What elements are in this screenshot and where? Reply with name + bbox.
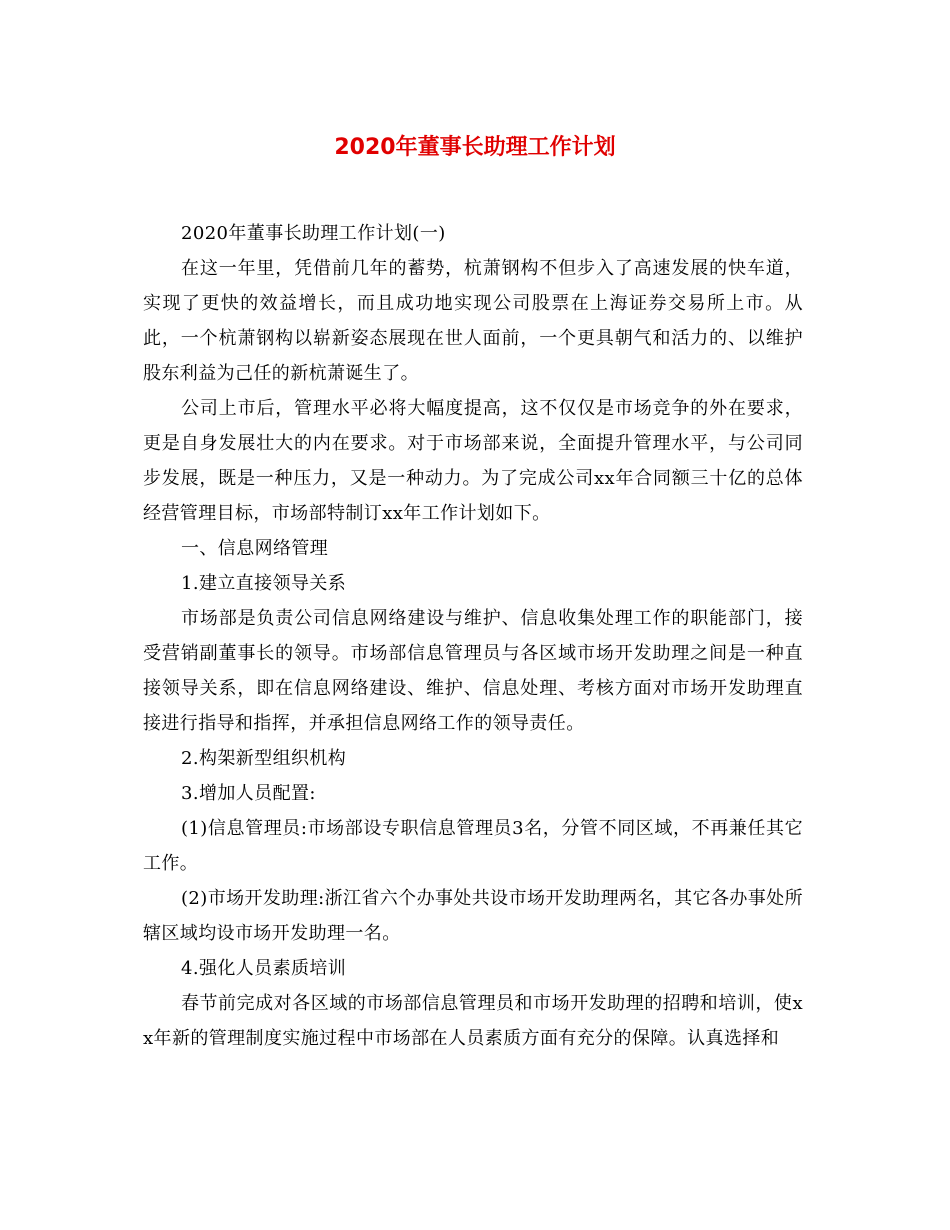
- paragraph-intro: 在这一年里，凭借前几年的蓄势，杭萧钢构不但步入了高速发展的快车道，实现了更快的效益增长，而且成功地实现公司股票在上海证券交易所上市。从此，一个杭萧钢构以崭新姿态展现在世人面前，一个更具朝气和活力的、以维护股东利益为己任的新杭萧诞生了。: [143, 258, 803, 384]
- document-body: [143, 216, 803, 1056]
- paragraph-staffing-1: (1)信息管理员:市场部设专职信息管理员3名，分管不同区域，不再兼任其它工作。: [143, 818, 803, 874]
- paragraph-staffing-2: (2)市场开发助理:浙江省六个办事处共设市场开发助理两名，其它各办事处所辖区域均设市场开发助理一名。: [143, 888, 803, 944]
- document-title: 2020年董事长助理工作计划: [334, 135, 616, 160]
- paragraph-training: 春节前完成对各区域的市场部信息管理员和市场开发助理的招聘和培训，使xx年新的管理制度实施过程中市场部在人员素质方面有充分的保障。认真选择和: [143, 993, 803, 1049]
- item-heading-staffing: 3.增加人员配置:: [181, 783, 316, 804]
- section-heading-info-network: 一、信息网络管理: [181, 538, 329, 559]
- paragraph-leadership: 市场部是负责公司信息网络建设与维护、信息收集处理工作的职能部门，接受营销副董事长的领导。市场部信息管理员与各区域市场开发助理之间是一种直接领导关系，即在信息网络建设、维护、信息处理、考核方面对市场开发助理直接进行指导和指挥，并承担信息网络工作的领导责任。: [143, 608, 803, 734]
- item-heading-training: 4.强化人员素质培训: [181, 958, 347, 979]
- paragraph-subtitle: 2020年董事长助理工作计划(一): [181, 223, 446, 244]
- item-heading-organization: 2.构架新型组织机构: [181, 748, 347, 769]
- paragraph-listing-goals: 公司上市后，管理水平必将大幅度提高，这不仅仅是市场竞争的外在要求，更是自身发展壮大的内在要求。对于市场部来说，全面提升管理水平，与公司同步发展，既是一种压力，又是一种动力。为了完成公司xx年合同额三十亿的总体经营管理目标，市场部特制订xx年工作计划如下。: [143, 398, 803, 524]
- item-heading-leadership: 1.建立直接领导关系: [181, 573, 347, 594]
